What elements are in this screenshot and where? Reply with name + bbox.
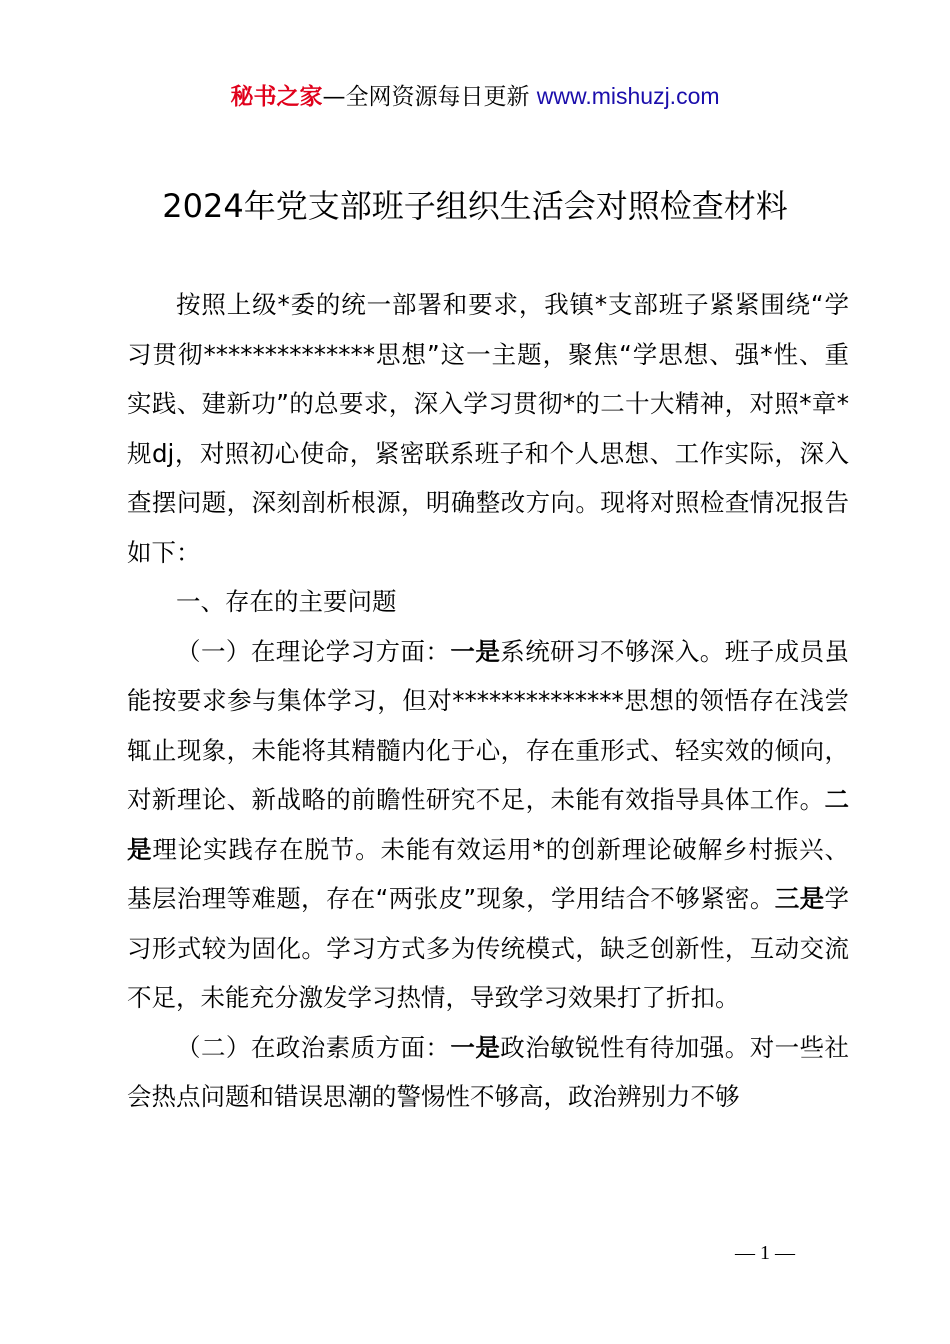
document-body — [127, 280, 849, 1122]
paragraph-prefix: （一）在理论学习方面： — [176, 636, 451, 666]
site-tagline: —全网资源每日更新 — [322, 84, 537, 110]
political-quality-paragraph — [127, 1023, 849, 1122]
paragraph-text: 理论实践存在脱节。未能有效运用*的创新理论破解乡村振兴、基层治理等难题，存在“两张皮”现象，学用结合不够紧密。 — [127, 834, 850, 913]
paragraph-text: 系统研习不够深入。班子成员虽能按要求参与集体学习，但对**************思想的领悟存在浅尝辄止现象，未能将其精髓内化于心，存在重形式、轻实效的倾向，对新理论、新战略的前瞻性研究不足，未能有效指导具体工作。 — [127, 636, 850, 814]
bold-marker: 二是 — [127, 785, 849, 864]
paragraph-text: 政治敏锐性有待加强。对一些社会热点问题和错误思潮的警惕性不够高，政治辨别力不够 — [127, 1032, 850, 1111]
page-number: — 1 — — [735, 1242, 795, 1264]
section-heading: 一、存在的主要问题 — [176, 587, 397, 616]
intro-paragraph: 按照上级*委的统一部署和要求，我镇*支部班子紧紧围绕“学习贯彻**************思想”这一主题，聚焦“学思想、强*性、重实践、建新功”的总要求，深入学习贯彻*的二十大精神，对照*章*规dj，对照初心使命，紧密联系班子和个人思想、工作实际，深入查摆问题，深刻剖析根源，明确整改方向。现将对照检查情况报告如下： — [127, 290, 849, 567]
paragraph-prefix: （二）在政治素质方面： — [176, 1032, 451, 1062]
bold-marker: 一是 — [450, 1032, 501, 1062]
document-title: 2024年党支部班子组织生活会对照检查材料 — [162, 187, 788, 225]
site-header — [0, 80, 950, 113]
bold-marker: 三是 — [774, 884, 825, 913]
theory-study-paragraph — [127, 627, 849, 1023]
bold-marker: 一是 — [450, 636, 501, 666]
paragraph-text: 学习形式较为固化。学习方式多为传统模式，缺乏创新性，互动交流不足，未能充分激发学习热情，导致学习效果打了折扣。 — [127, 884, 849, 1012]
site-brand: 秘书之家 — [230, 84, 323, 110]
site-url-link[interactable]: www.mishuzj.com — [536, 83, 720, 109]
